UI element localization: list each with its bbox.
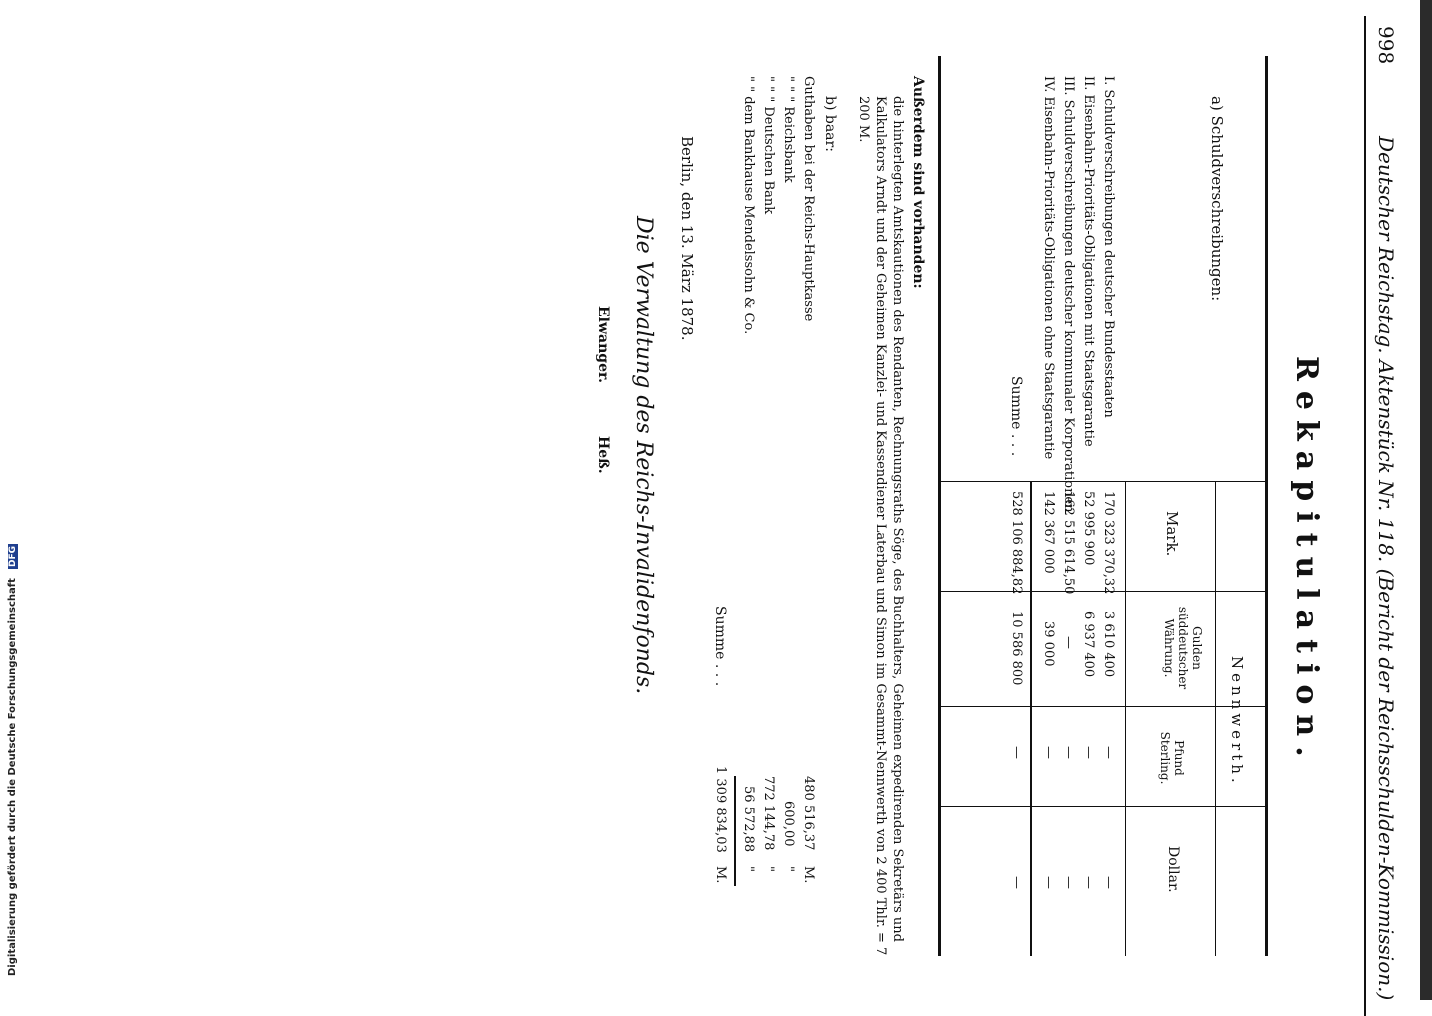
b-row-unit: " xyxy=(741,866,756,872)
b-row-value: 56 572,88 xyxy=(741,786,756,853)
signer: Elwanger. xyxy=(595,306,611,383)
cell-dollar: — xyxy=(1041,876,1056,889)
table-top-rule xyxy=(1265,56,1268,956)
b-row-unit: " xyxy=(761,866,776,872)
cell-mark: 52 995 900 xyxy=(1081,491,1096,566)
b-sum-rule xyxy=(734,776,736,886)
sum-rule xyxy=(1030,481,1032,956)
cell-pfund: — xyxy=(1061,746,1076,759)
b-row-value: 600,00 xyxy=(781,801,796,847)
sum-label: Summe . . . xyxy=(1008,376,1024,457)
b-row-value: 480 516,37 xyxy=(801,776,816,851)
digitization-credit xyxy=(0,0,18,1000)
sum-dollar: — xyxy=(1009,876,1024,889)
b-row-value: 772 144,78 xyxy=(761,776,776,851)
cell-mark: 162 515 614,50 xyxy=(1061,491,1076,595)
row-label: IV. Eisenbahn-Prioritäts-Obligationen ohne Staatsgarantie xyxy=(1041,76,1056,460)
col-divider xyxy=(938,481,1268,482)
cell-gulden: — xyxy=(1061,636,1076,649)
b-row-label: " " dem Bankhause Mendelssohn & Co. xyxy=(741,76,756,335)
page-number: 998 xyxy=(1374,26,1398,65)
row-label: I. Schuldverschreibungen deutscher Bundesstaaten xyxy=(1101,76,1116,418)
cell-mark: 142 367 000 xyxy=(1041,491,1056,574)
col-gulden-header: Gulden süddeutscher Währung. xyxy=(1162,606,1204,690)
cell-pfund: — xyxy=(1101,746,1116,759)
b-row-unit: M. xyxy=(801,866,816,884)
rotated-document xyxy=(0,16,1416,1016)
col-group-rule xyxy=(1215,481,1216,956)
col-pfund-header: Pfund Sterling. xyxy=(1158,731,1186,785)
scan-edge xyxy=(1420,0,1432,1000)
row-label: II. Eisenbahn-Prioritäts-Obligationen mit Staatsgarantie xyxy=(1081,76,1096,447)
cell-gulden: 39 000 xyxy=(1041,621,1056,667)
b-row-label: " " " Reichsbank xyxy=(781,76,796,183)
b-row-label: Guthaben bei der Reichs-Hauptkasse xyxy=(801,76,816,322)
col-header-rule xyxy=(1125,481,1126,956)
cell-pfund: — xyxy=(1081,746,1096,759)
dfg-logo: DFG xyxy=(8,546,18,568)
sum-pfund: — xyxy=(1009,746,1024,759)
authority: Die Verwaltung des Reichs-Invalidenfonds. xyxy=(631,216,656,695)
col-dollar-header: Dollar. xyxy=(1165,846,1181,893)
cell-dollar: — xyxy=(1081,876,1096,889)
date-line: Berlin, den 13. März 1878. xyxy=(678,136,696,341)
b-sum-unit: M. xyxy=(713,866,728,884)
header-rule xyxy=(1364,16,1366,1016)
section-b-title: b) baar: xyxy=(822,96,838,152)
b-sum-value: 1 309 834,03 xyxy=(713,766,728,853)
col-mark-header: Mark. xyxy=(1163,511,1181,557)
table-bottom-rule xyxy=(938,56,941,956)
sum-mark: 528 106 884,82 xyxy=(1009,491,1024,595)
credit-text: Digitalisierung gefördert durch die Deutsche Forschungsgemeinschaft xyxy=(7,578,18,976)
sum-gulden: 10 586 800 xyxy=(1009,611,1024,686)
cell-pfund: — xyxy=(1041,746,1056,759)
section-a-title: a) Schuldverschreibungen: xyxy=(1208,96,1226,302)
b-sum-label: Summe . . . xyxy=(712,606,728,687)
cell-gulden: 6 937 400 xyxy=(1081,611,1096,678)
signer: Heß. xyxy=(595,436,611,474)
running-header: Deutscher Reichstag. Aktenstück Nr. 118. (Bericht der Reichsschulden-Kommission.) xyxy=(1374,136,1398,1001)
col-group-header: Nennwerth. xyxy=(1228,656,1246,787)
cell-mark: 170 323 370,32 xyxy=(1101,491,1116,595)
besides-title: Außerdem sind vorhanden: xyxy=(910,76,926,289)
b-row-label: " " " Deutschen Bank xyxy=(761,76,776,215)
besides-text: die hinterlegten Amtskautionen des Rendanten, Rechnungsraths Söge, des Buchhalters, Geheimen expedirenden Sekretärs und Kalkulators Arndt und der Geheimen Kanzlei- und Kassendiener Laterbau und Simon im Gesammt-Nennwerth von 2 400 Thlr. = 7 200 M. xyxy=(856,96,905,956)
cell-dollar: — xyxy=(1061,876,1076,889)
row-label: III. Schuldverschreibungen deutscher kommunaler Korporationen xyxy=(1061,76,1076,513)
cell-dollar: — xyxy=(1101,876,1116,889)
b-row-unit: " xyxy=(781,866,796,872)
col-divider xyxy=(938,706,1268,707)
col-divider xyxy=(938,806,1268,807)
cell-gulden: 3 610 400 xyxy=(1101,611,1116,678)
heading: Rekapitulation. xyxy=(1289,356,1324,767)
